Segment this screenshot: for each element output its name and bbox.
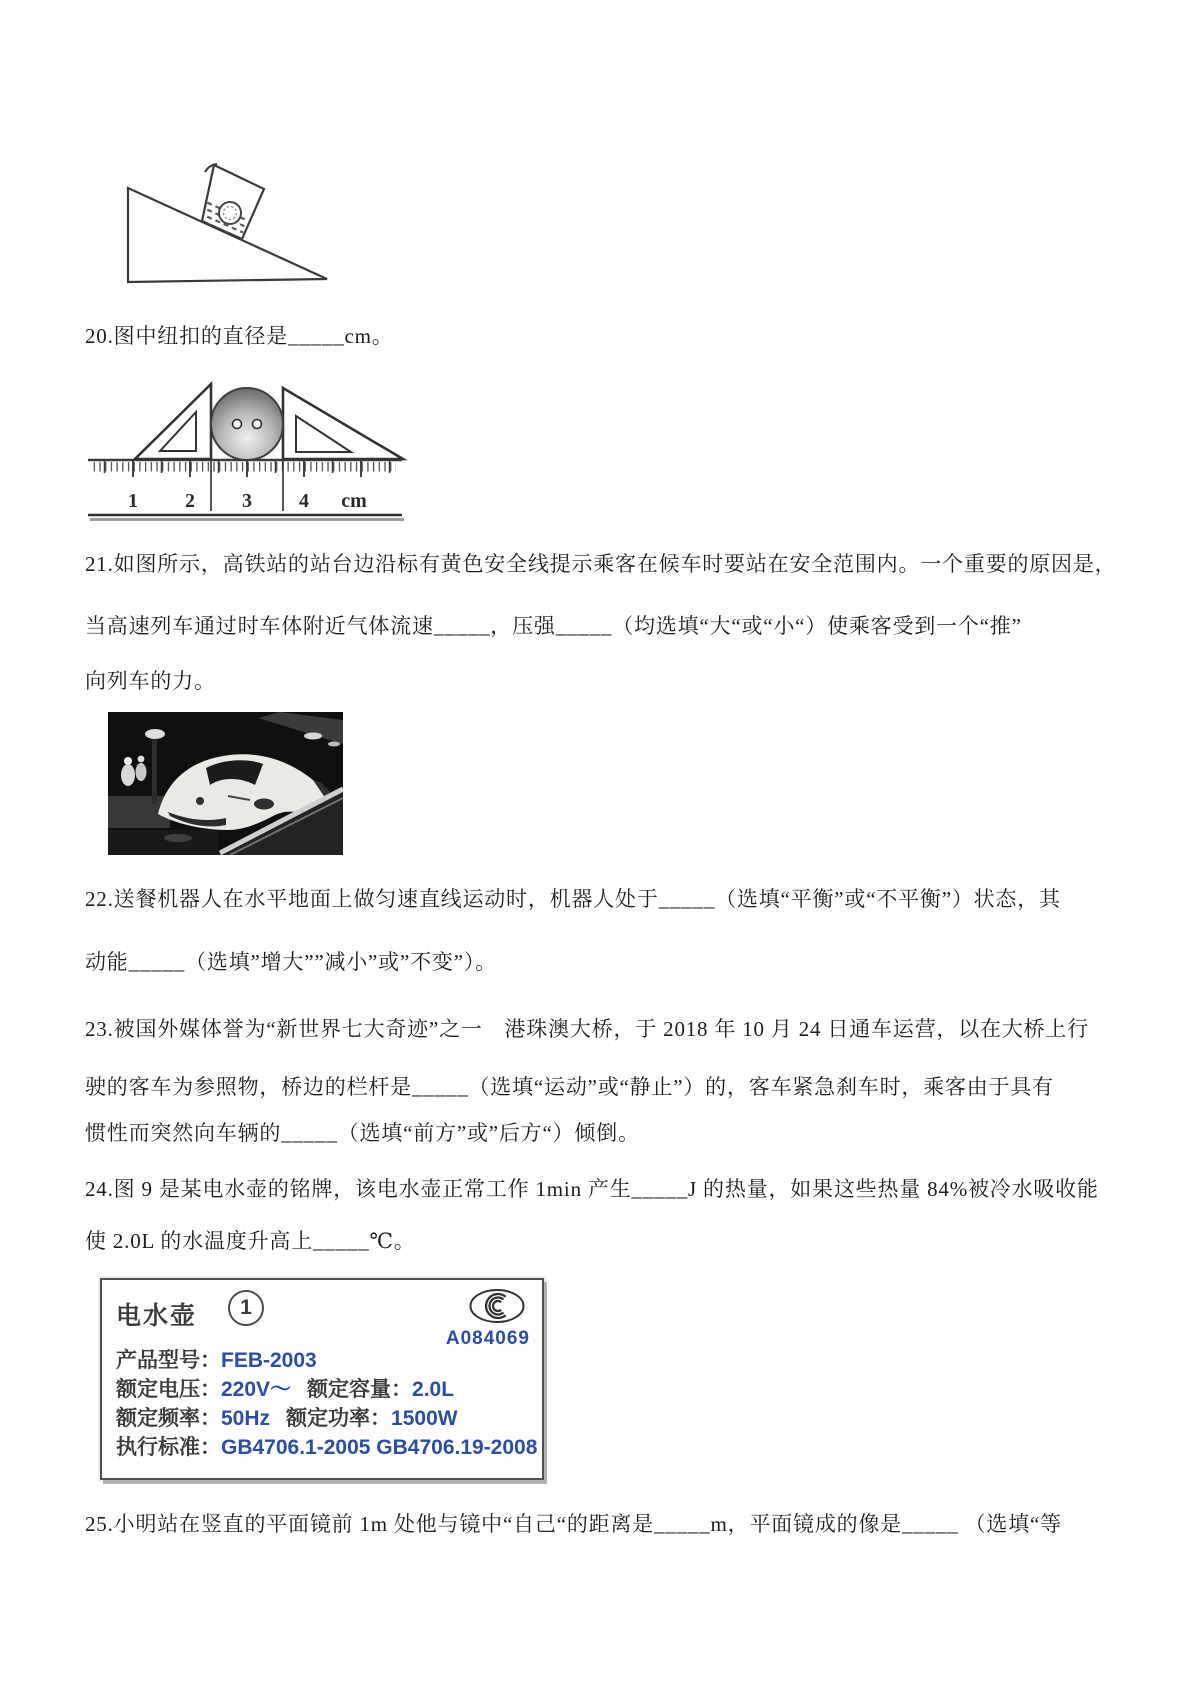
question-21-line-3: 向列车的力。	[85, 669, 216, 693]
spec-row-frequency-power: 额定频率：50Hz 额定功率：1500W	[116, 1407, 458, 1430]
question-22-line-1: 22.送餐机器人在水平地面上做匀速直线运动时，机器人处于_____（选填“平衡”或“不平衡”）状态，其	[85, 887, 1061, 911]
ruler-label-4: 4	[299, 490, 309, 512]
set-square-right	[283, 388, 403, 459]
train-photo	[108, 712, 343, 855]
circled-number: 1	[240, 1296, 252, 1319]
question-23-line-3: 惯性而突然向车辆的_____（选填“前方”或”后方“）倾倒。	[85, 1121, 640, 1145]
ruler-label-3: 3	[242, 490, 252, 512]
question-21-line-2: 当高速列车通过时车体附近气体流速_____，压强_____（均选填“大“或“小“）使乘客受到一个“推”	[85, 614, 1022, 638]
ruler-label-cm: cm	[341, 490, 367, 512]
ruler-label-2: 2	[185, 490, 195, 512]
question-22-line-2: 动能_____（选填”增大””减小”或”不变”）。	[85, 950, 497, 974]
spec-row-voltage-capacity: 额定电压：220V～ 额定容量：2.0L	[116, 1378, 455, 1401]
question-21-line-1: 21.如图所示，高铁站的站台边沿标有黄色安全线提示乘客在候车时要站在安全范围内。一个重要的原因是，	[85, 552, 1117, 576]
button	[211, 388, 283, 460]
ruler	[88, 460, 404, 520]
circled-number-badge	[228, 1290, 264, 1326]
question-23-line-2: 驶的客车为参照物，桥边的栏杆是_____（选填“运动”或“静止”）的，客车紧急刹车时，乘客由于具有	[85, 1075, 1054, 1099]
kettle-nameplate	[100, 1278, 544, 1480]
ccc-certification-icon	[468, 1288, 526, 1324]
nameplate-title: 电水壶	[116, 1302, 198, 1330]
question-23-line-1: 23.被国外媒体誉为“新世界七大奇迹”之一 港珠澳大桥，于 2018 年 10 月 24 日通车运营，以在大桥上行	[85, 1017, 1089, 1041]
question-20-text: 20.图中纽扣的直径是_____cm。	[85, 324, 394, 348]
ruler-label-1: 1	[128, 490, 138, 512]
certification-code: A084069	[445, 1328, 530, 1349]
set-square-left	[135, 384, 211, 459]
station-lamp	[145, 729, 165, 739]
question-25-line-1: 25.小明站在竖直的平面镜前 1m 处他与镜中“自己“的距离是_____m，平面镜成的像是_____ （选填“等	[85, 1512, 1062, 1536]
nameplate-specs	[116, 1346, 537, 1462]
question-24-line-2: 使 2.0L 的水温度升高上_____℃。	[85, 1229, 416, 1253]
question-24-line-1: 24.图 9 是某电水壶的铭牌，该电水壶正常工作 1min 产生_____J 的热量，如果这些热量 84%被冷水吸收能	[85, 1177, 1099, 1201]
incline-cup-figure	[113, 155, 335, 290]
spec-row-standard: 执行标准：GB4706.1-2005 GB4706.19-2008	[116, 1436, 538, 1459]
cup-on-incline	[199, 164, 264, 251]
spec-row-model: 产品型号：FEB-2003	[116, 1349, 317, 1372]
floating-ball	[219, 202, 241, 224]
button-ruler-figure	[88, 378, 410, 526]
